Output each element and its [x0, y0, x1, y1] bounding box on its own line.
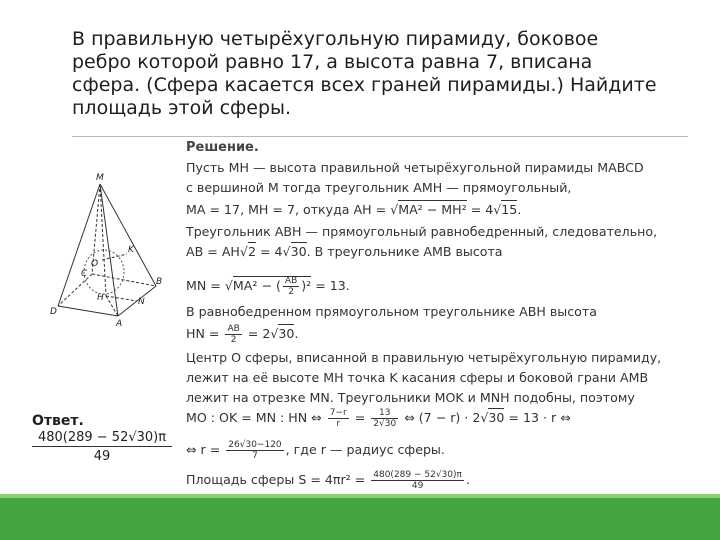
- sqrt-term: 30: [488, 410, 505, 425]
- fraction: [328, 408, 349, 429]
- text: = 13.: [311, 278, 350, 293]
- label-h: H: [97, 293, 104, 303]
- label-o: O: [91, 259, 99, 269]
- pyramid-figure: [44, 168, 164, 328]
- divider: [72, 136, 688, 137]
- numerator: AB: [227, 324, 240, 334]
- denominator: 2: [288, 287, 294, 297]
- solution-line: MA = 17, MH = 7, откуда AH = √MA² − MH² = 4√15.: [186, 202, 522, 217]
- text: MA² − (: [232, 278, 281, 293]
- answer-numerator: 480(289 − 52√30)π: [32, 430, 172, 447]
- text: .: [517, 202, 522, 217]
- fraction: [226, 440, 283, 461]
- denominator: 2√30: [373, 419, 397, 429]
- solution-line: Пусть MH — высота правильной четырёхугольной пирамиды MABCD: [186, 160, 644, 175]
- text: MA = 17, MH = 7, откуда AH =: [186, 202, 391, 217]
- label-c: C: [81, 269, 88, 279]
- text: .: [465, 472, 470, 487]
- answer-fraction: [32, 430, 172, 464]
- solution-line: MN = √MA² − ( $\frac{AB}{2}$ )² = 13.: [186, 276, 350, 297]
- text: = 4: [466, 202, 494, 217]
- problem-line: площадь этой сферы.: [72, 97, 292, 119]
- solution-heading: Решение.: [186, 140, 259, 155]
- solution-line: с вершиной M тогда треугольник AMH — прямоугольный,: [186, 180, 572, 195]
- denominator: r: [336, 419, 341, 429]
- numerator: 26√30−120: [228, 440, 282, 450]
- text: MN =: [186, 278, 225, 293]
- text: = 2: [243, 326, 271, 341]
- problem-line: сфера. (Сфера касается всех граней пирамиды.) Найдите: [72, 74, 657, 96]
- answer-denominator: 49: [93, 449, 111, 464]
- sqrt-term: 30: [278, 326, 295, 341]
- segment-ok: [102, 254, 127, 260]
- solution-line: AB = AH√2 = 4√30. В треугольнике AMB высота: [186, 244, 503, 259]
- solution-line: [186, 440, 445, 461]
- solution-line: [186, 470, 470, 491]
- sqrt-term: 15: [501, 202, 518, 217]
- numerator: 480(289 − 52√30)π: [373, 470, 462, 480]
- fraction: [371, 470, 464, 491]
- solution-line: Треугольник ABH — прямоугольный равнобедренный, следовательно,: [186, 224, 658, 239]
- height-mh: [100, 184, 106, 296]
- problem-line: В правильную четырёхугольную пирамиду, боковое: [72, 28, 599, 50]
- text: ⇔ (7 − r) · 2: [400, 410, 481, 425]
- denominator: 49: [411, 481, 424, 491]
- label-b: B: [156, 277, 163, 287]
- solution-line: MO : OK = MN : HN ⇔ $\frac{7-r}{r}$ = $\frac{13}{2√30}$ ⇔ (7 − r) · 2√30 = 13 · r ⇔: [186, 408, 571, 429]
- label-m: M: [96, 173, 104, 183]
- edge-cb: [92, 274, 156, 286]
- text: )²: [301, 278, 312, 293]
- problem-line: ребро которой равно 17, а высота равна 7, вписана: [72, 51, 593, 73]
- denominator: 2: [230, 335, 237, 345]
- solution-line: лежит на отрезке MN. Треугольники MOK и MNH подобны, поэтому: [186, 390, 635, 405]
- text: Площадь сферы S = 4πr² =: [186, 472, 370, 487]
- fraction: [371, 408, 398, 429]
- edge-da: [58, 306, 118, 316]
- text: MO : OK = MN : HN ⇔: [186, 410, 326, 425]
- text: ⇔ r =: [186, 442, 225, 457]
- footer-bar: [0, 498, 720, 540]
- solution-line: лежит на её высоте MH точка K касания сферы и боковой грани AMB: [186, 370, 649, 385]
- text: , где r — радиус сферы.: [285, 442, 445, 457]
- label-a: A: [116, 319, 123, 328]
- label-k: K: [128, 245, 134, 255]
- text: .: [294, 326, 299, 341]
- solution-line: В равнобедренном прямоугольном треугольнике ABH высота: [186, 304, 597, 319]
- edge-md: [58, 184, 100, 306]
- answer-label: Ответ.: [32, 413, 84, 429]
- solution-line: Центр O сферы, вписанной в правильную четырёхугольную пирамиду,: [186, 350, 662, 365]
- text: HN =: [186, 326, 224, 341]
- solution-line: HN = $\frac{AB}{2}$ = 2√30.: [186, 324, 299, 345]
- numerator: AB: [284, 276, 298, 286]
- text: AB = AH: [186, 244, 240, 259]
- problem-statement: [72, 28, 690, 120]
- segment-hn: [106, 296, 137, 301]
- sqrt-term: [232, 276, 312, 297]
- text: =: [350, 410, 370, 425]
- label-d: D: [50, 307, 57, 317]
- edge-mb: [100, 184, 156, 286]
- sqrt-term: 30: [290, 244, 307, 259]
- text: . В треугольнике AMB высота: [306, 244, 503, 259]
- sqrt-term: MA² − MH²: [398, 202, 467, 217]
- text: = 13 · r ⇔: [504, 410, 571, 425]
- fraction: [225, 324, 241, 345]
- numerator: 7−r: [329, 408, 347, 418]
- label-n: N: [138, 297, 145, 307]
- text: = 4: [255, 244, 283, 259]
- numerator: 13: [371, 408, 398, 419]
- sqrt-term: 2: [247, 244, 256, 259]
- denominator: 7: [252, 451, 258, 461]
- fraction: [283, 276, 299, 297]
